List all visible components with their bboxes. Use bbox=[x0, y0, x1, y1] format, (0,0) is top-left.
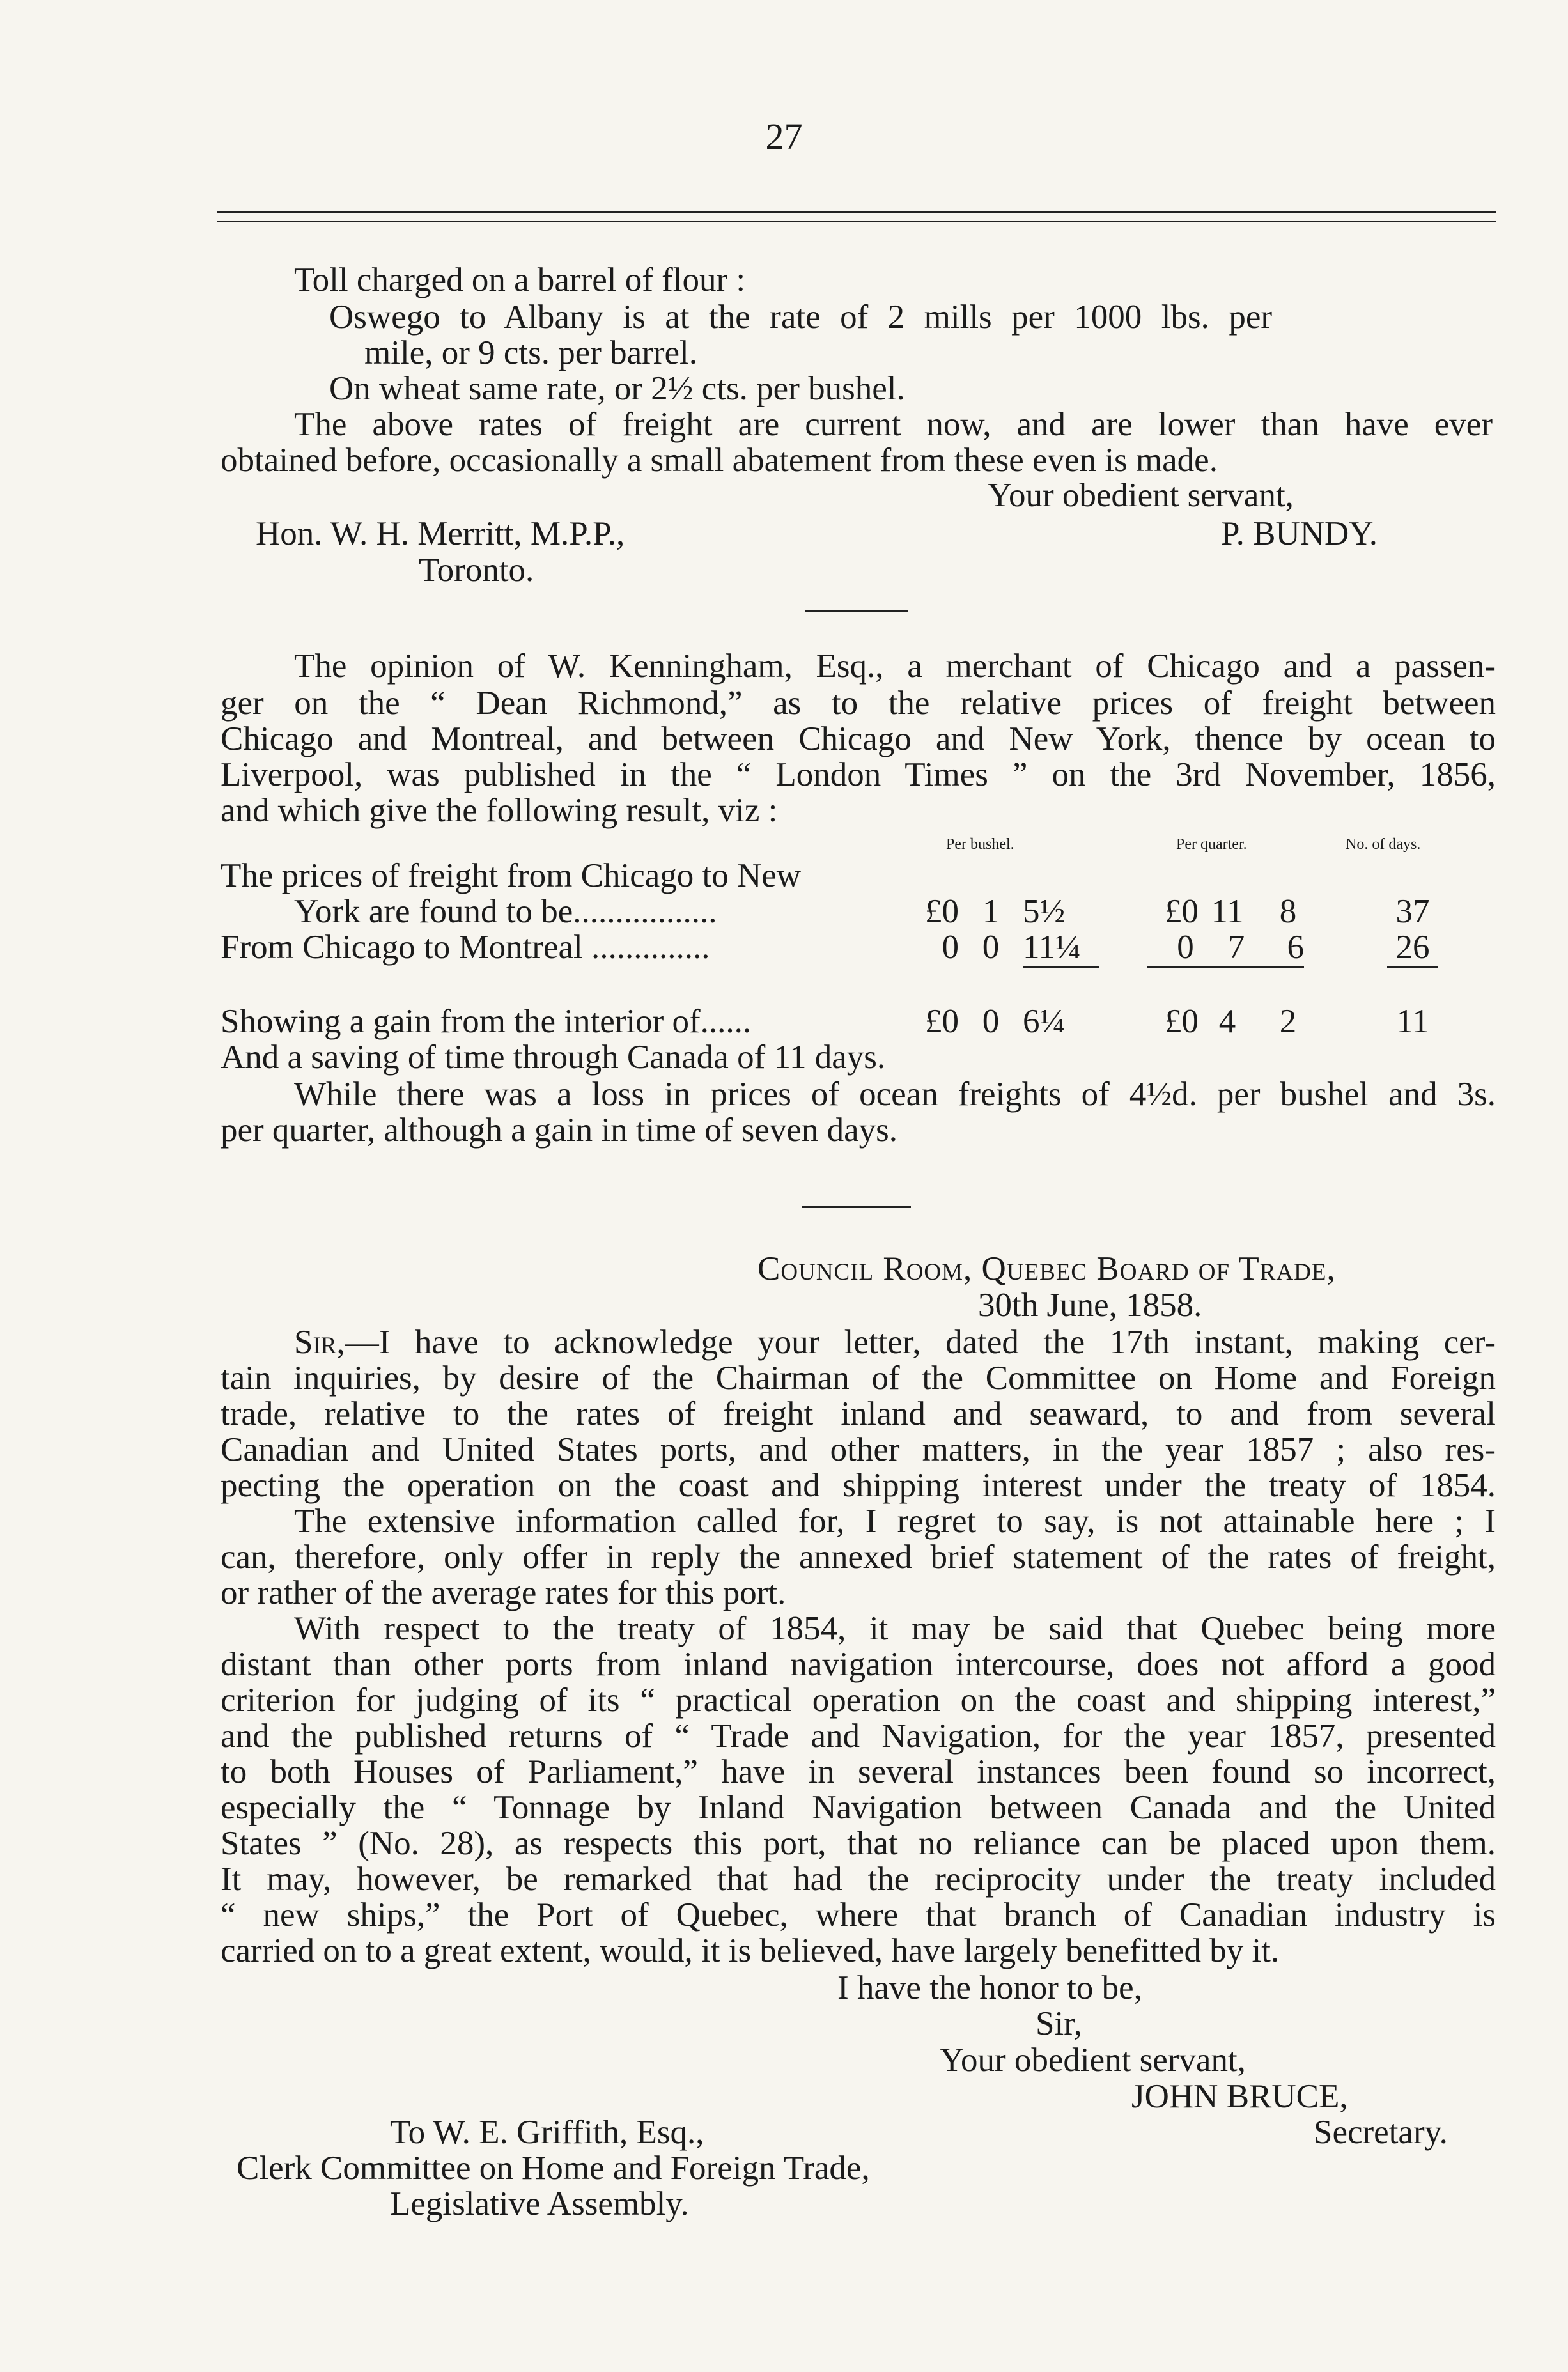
letter-line: It may, however, be remarked that had the reciprocity under the treaty included bbox=[221, 1861, 1496, 1898]
table-row-label: The prices of freight from Chicago to New bbox=[221, 857, 802, 894]
letter-line: trade, relative to the rates of freight inland and seaward, to and from several bbox=[221, 1395, 1496, 1432]
letter-date: 30th June, 1858. bbox=[978, 1287, 1202, 1324]
toll-line: On wheat same rate, or 2½ cts. per bushel. bbox=[329, 370, 905, 407]
signature: P. BUNDY. bbox=[1221, 515, 1378, 552]
header-rule bbox=[217, 211, 1496, 213]
signatory-title: Secretary. bbox=[1314, 2114, 1448, 2151]
letter-line: or rather of the average rates for this port. bbox=[221, 1574, 786, 1611]
opinion-line: The opinion of W. Kenningham, Esq., a merchant of Chicago and a passen- bbox=[294, 647, 1496, 685]
letter-line: With respect to the treaty of 1854, it may be said that Quebec being more bbox=[294, 1610, 1496, 1647]
cell-quarter-pounds: 0 bbox=[1177, 929, 1194, 966]
salutation: Sir, bbox=[294, 1324, 345, 1361]
letter-line: carried on to a great extent, would, it is believed, have largely benefitted by it. bbox=[221, 1932, 1280, 1969]
cell-days: 37 bbox=[1395, 893, 1430, 930]
col-header-bushel: Per bushel. bbox=[946, 836, 1014, 853]
cell-bushel-pounds: £0 bbox=[925, 893, 959, 930]
opinion-after: per quarter, although a gain in time of seven days. bbox=[221, 1112, 898, 1149]
letter-line: distant than other ports from inland navigation intercourse, does not afford a good bbox=[221, 1646, 1496, 1683]
opinion-line: and which give the following result, viz : bbox=[221, 792, 778, 829]
letter-text: —I have to acknowledge your letter, dated the 17th instant, making cer- bbox=[345, 1324, 1496, 1361]
section-divider bbox=[805, 610, 908, 612]
cell-bushel-shillings: 0 bbox=[982, 929, 1000, 966]
opinion-line: Chicago and Montreal, and between Chicago and New York, thence by ocean to bbox=[221, 720, 1496, 757]
letter-line: pecting the operation on the coast and shipping interest under the treaty of 1854. bbox=[221, 1467, 1496, 1504]
body-line: obtained before, occasionally a small abatement from these even is made. bbox=[221, 442, 1218, 479]
letter-line: States ” (No. 28), as respects this port, that no reliance can be placed upon them. bbox=[221, 1825, 1496, 1862]
page-number: 27 bbox=[765, 116, 803, 157]
table-row-label: From Chicago to Montreal .............. bbox=[221, 929, 710, 966]
cell-quarter-shillings: 7 bbox=[1227, 929, 1245, 966]
closing-sir: Sir, bbox=[1036, 2005, 1082, 2042]
closing-servant: Your obedient servant, bbox=[940, 2042, 1246, 2079]
toll-heading: Toll charged on a barrel of flour : bbox=[294, 261, 746, 298]
letter-line: The extensive information called for, I regret to say, is not attainable here ; I bbox=[294, 1503, 1496, 1540]
letter-line: can, therefore, only offer in reply the annexed brief statement of the rates of freight, bbox=[221, 1539, 1496, 1576]
col-header-quarter: Per quarter. bbox=[1176, 836, 1247, 853]
letter-line: Canadian and United States ports, and other matters, in the year 1857 ; also res- bbox=[221, 1431, 1496, 1468]
cell-quarter-pence: 2 bbox=[1279, 1003, 1297, 1040]
letter-heading: Council Room, Quebec Board of Trade, bbox=[757, 1250, 1336, 1287]
table-row-label: York are found to be................. bbox=[294, 893, 717, 930]
table-row-label: Showing a gain from the interior of...... bbox=[221, 1003, 752, 1040]
opinion-line: Liverpool, was published in the “ London Times ” on the 3rd November, 1856, bbox=[221, 756, 1496, 793]
section-divider bbox=[802, 1206, 911, 1208]
toll-line: mile, or 9 cts. per barrel. bbox=[364, 334, 697, 371]
cell-quarter-shillings: 4 bbox=[1218, 1003, 1236, 1040]
cell-bushel-pounds: £0 bbox=[925, 1003, 959, 1040]
letter-line: tain inquiries, by desire of the Chairman of the Committee on Home and Foreign bbox=[221, 1360, 1496, 1397]
cell-quarter-pounds: £0 bbox=[1165, 1003, 1199, 1040]
letter-line: criterion for judging of its “ practical operation on the coast and shipping interest,” bbox=[221, 1682, 1496, 1719]
cell-bushel-pence: 5½ bbox=[1023, 893, 1066, 930]
signature: JOHN BRUCE, bbox=[1131, 2078, 1348, 2115]
closing-honor: I have the honor to be, bbox=[837, 1969, 1142, 2006]
closing: Your obedient servant, bbox=[988, 477, 1294, 514]
addressee-title: Clerk Committee on Home and Foreign Trade, bbox=[237, 2150, 870, 2187]
header-rule-thin bbox=[217, 221, 1496, 222]
cell-bushel-shillings: 1 bbox=[982, 893, 1000, 930]
cell-quarter-pence: 6 bbox=[1287, 929, 1304, 966]
letter-line: especially the “ Tonnage by Inland Navigation between Canada and the United bbox=[221, 1789, 1496, 1826]
cell-quarter-pounds: £0 bbox=[1165, 893, 1199, 930]
col-header-days: No. of days. bbox=[1346, 836, 1421, 853]
opinion-line: ger on the “ Dean Richmond,” as to the relative prices of freight between bbox=[221, 685, 1496, 722]
letter-line: to both Houses of Parliament,” have in several instances been found so incorrect, bbox=[221, 1753, 1496, 1790]
body-line: The above rates of freight are current now, and are lower than have ever bbox=[294, 406, 1493, 443]
cell-bushel-pounds: 0 bbox=[942, 929, 959, 966]
cell-bushel-pence: 6¼ bbox=[1023, 1003, 1066, 1040]
recipient: Hon. W. H. Merritt, M.P.P., bbox=[256, 515, 625, 552]
opinion-after: While there was a loss in prices of ocean freights of 4½d. per bushel and 3s. bbox=[294, 1076, 1496, 1113]
cell-quarter-values bbox=[1147, 928, 1304, 968]
cell-quarter-shillings: 11 bbox=[1211, 893, 1244, 930]
cell-days: 26 bbox=[1387, 928, 1438, 968]
letter-line bbox=[294, 1323, 1496, 1361]
addressee: To W. E. Griffith, Esq., bbox=[390, 2114, 704, 2151]
addressee-body: Legislative Assembly. bbox=[390, 2185, 689, 2222]
letter-line: and the published returns of “ Trade and Navigation, for the year 1857, presented bbox=[221, 1717, 1496, 1755]
cell-bushel-shillings: 0 bbox=[982, 1003, 1000, 1040]
toll-line: Oswego to Albany is at the rate of 2 mills per 1000 lbs. per bbox=[329, 298, 1272, 336]
letter-line: “ new ships,” the Port of Quebec, where that branch of Canadian industry is bbox=[221, 1896, 1496, 1934]
cell-days: 11 bbox=[1396, 1003, 1429, 1040]
cell-quarter-pence: 8 bbox=[1279, 893, 1297, 930]
recipient-city: Toronto. bbox=[419, 552, 534, 589]
cell-bushel-pence: 11¼ bbox=[1023, 928, 1099, 968]
opinion-after: And a saving of time through Canada of 11 days. bbox=[221, 1039, 886, 1076]
